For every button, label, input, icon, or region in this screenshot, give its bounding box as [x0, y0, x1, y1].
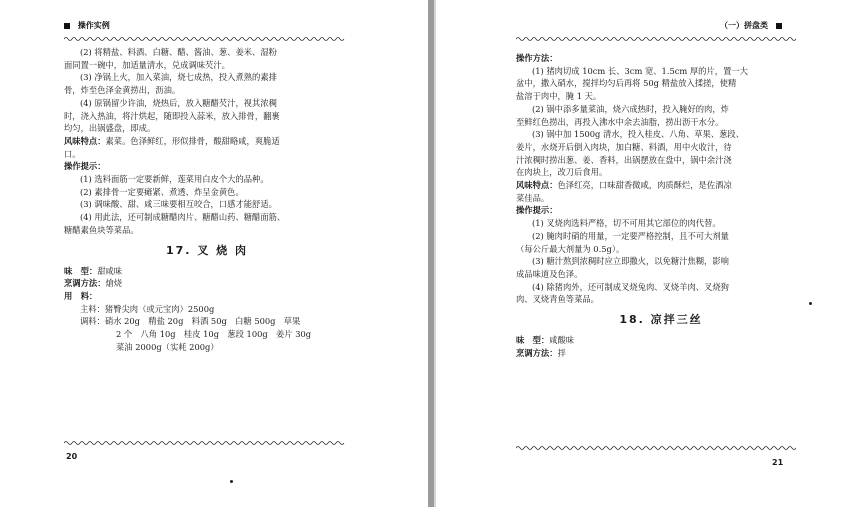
- tip-line: (4) 用此法，还可制成糖醋肉片、糖醋山药、糖醋面筋、: [80, 212, 286, 223]
- recipe-title: 17. 叉 烧 肉: [166, 243, 248, 257]
- scan-speck: [230, 480, 233, 483]
- taste-label: 味 型：: [516, 335, 550, 346]
- flavor-line: [64, 135, 350, 148]
- taste-value: 咸酸味: [549, 335, 575, 346]
- step-line: 至鲜红色捞出，再投入沸水中余去油脂，捞出沥干水分。: [516, 116, 724, 127]
- left-page-number: 20: [66, 452, 78, 461]
- step-line: (2) 锅中添多量菜油，烧六成热时，投入腌好的肉，炸: [532, 103, 729, 114]
- right-footer-rule: [516, 445, 799, 451]
- right-header-rule: [516, 36, 799, 42]
- tip-line: (3) 糖汁熬到浓稠时应立即撒火，以免糖汁焦糊，影响: [532, 256, 729, 267]
- recipe-title: 18. 凉拌三丝: [619, 313, 703, 327]
- left-footer-rule: [64, 440, 347, 446]
- tip-line: 成品味道及色泽。: [516, 268, 583, 279]
- body-line: (3) 净锅上火，加入菜油，烧七成热，投入煮熟的素排: [80, 72, 277, 83]
- left-body: [64, 46, 350, 353]
- flavor-cont: 菜佳品。: [516, 192, 550, 203]
- tip-line: (3) 调味酸、甜、咸三味要相互咬合，口感才能舒适。: [80, 199, 277, 210]
- flavor-label: 风味特点：: [64, 135, 106, 146]
- step-line: 汁浓稠时捞出葱、姜、香料，出锅摆放在盘中，锅中余汁浇: [516, 154, 732, 165]
- seasoning-line: 调料：硝水 20g 精盐 20g 料酒 50g 白糖 500g 草果: [80, 316, 301, 327]
- tips-label: 操作提示：: [516, 205, 558, 216]
- step-line: (3) 锅中加 1500g 清水，投入桂皮、八角、草果、葱段、: [532, 129, 745, 140]
- body-line: (2) 将精盐、料酒、白糖、醋、酱油、葱、姜米、湿粉: [80, 47, 277, 57]
- tip-line: (1) 叉烧肉选料严格，切不可用其它部位的肉代替。: [532, 218, 721, 229]
- left-running-header: [64, 20, 110, 31]
- taste-value: 甜咸味: [97, 265, 123, 276]
- method-value: 熗烧: [105, 278, 123, 289]
- seasoning-line: 2 个 八角 10g 桂皮 10g 葱段 100g 姜片 30g: [116, 329, 312, 340]
- flavor-label: 风味特点：: [516, 180, 558, 191]
- step-line: 姜片，水烧开后倒入肉块，加白糖、料酒，用中火收汁，待: [516, 141, 732, 152]
- scan-speck: [809, 302, 812, 305]
- right-body: [516, 52, 806, 359]
- flavor-cont: 口。: [64, 148, 81, 159]
- right-page: [436, 0, 866, 507]
- left-header-title: 操作实例: [77, 21, 110, 30]
- header-square-icon: [64, 23, 70, 29]
- tip-line: 糖醋素鱼块等菜品。: [64, 224, 139, 235]
- step-line: 盆中，撒入硝水，搅拌均匀后再将 50g 精盐放入揉搓，使精: [516, 78, 737, 89]
- body-line: 均匀，出锅盛盘，即成。: [64, 123, 156, 134]
- right-page-number: 21: [772, 458, 784, 467]
- tip-line: (1) 选料面筋一定要新鲜，莲菜用白皮个大的品种。: [80, 174, 269, 185]
- tip-line: (2) 腌肉时硝的用量，一定要严格控制，且不可大剂量: [532, 230, 729, 241]
- tip-line: (2) 素排骨一定要瘫紧、煮透、炸呈金黄色。: [80, 186, 244, 197]
- body-line: 时，浇入热油，将汁烘起，随即投入蒜米，放入排骨，翻裹: [64, 110, 280, 121]
- step-line: 盐溶于肉中，腌 1 天。: [516, 91, 602, 102]
- right-running-header: [720, 20, 782, 31]
- tip-line: （每公斤最大剂量为 0.5g）。: [516, 243, 625, 254]
- left-page: [0, 0, 428, 507]
- method-label: 烹调方法：: [516, 347, 558, 358]
- body-line: (4) 原锅留少许油，烧热后，放入糖醋芡汁，视其浓稠: [80, 97, 277, 108]
- tip-line: (4) 除猪肉外，还可制成叉烧兔肉、叉烧羊肉、叉烧狗: [532, 281, 729, 292]
- flavor-text: 素菜。色泽鲜红，形似排骨，酸甜略咸，爽脆适: [105, 135, 280, 146]
- seasoning-line: 菜油 2000g（实耗 200g）: [116, 341, 219, 352]
- body-line: 骨，炸至色泽金黄捞出，沥油。: [64, 85, 181, 96]
- left-header-rule: [64, 36, 347, 42]
- body-line: 面同置一碗中，加适量清水，兑成调味芡汁。: [64, 59, 230, 70]
- steps-label: 操作方法：: [516, 53, 558, 63]
- method-label: 烹调方法：: [64, 278, 106, 289]
- step-line: (1) 猪肉切成 10cm 长、3cm 宽、1.5cm 厚的片，置一大: [532, 65, 748, 76]
- header-square-icon: [776, 23, 782, 29]
- taste-label: 味 型：: [64, 265, 98, 276]
- step-line: 在肉块上，改刀后食用。: [516, 167, 608, 178]
- main-ingredient: 主料：猪臀尖肉（或元宝肉）2500g: [80, 303, 215, 314]
- right-header-title: （一）拼盘类: [720, 21, 768, 30]
- tips-label: 操作提示：: [64, 161, 106, 172]
- method-value: 拌: [557, 347, 566, 358]
- ingredients-label: 用 料：: [64, 290, 98, 301]
- tip-line: 肉、叉烧青鱼等菜品。: [516, 294, 599, 305]
- flavor-text: 色泽红亮，口味甜香微咸，肉质酥烂，是佐酒凉: [557, 180, 732, 191]
